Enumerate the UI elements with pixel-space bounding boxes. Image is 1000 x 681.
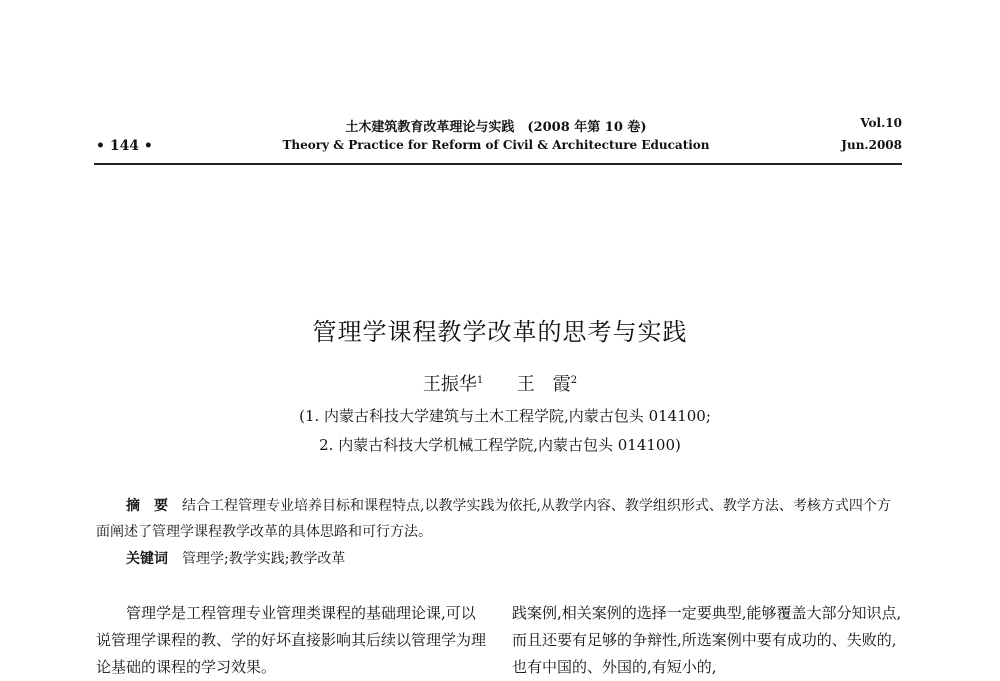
volume-label: Vol.10 (860, 116, 902, 130)
running-header (96, 108, 902, 164)
author-1-sup: 1 (476, 375, 484, 386)
body-column-right (512, 600, 902, 681)
author-2-sup: 2 (570, 375, 578, 386)
author-line (0, 370, 1000, 396)
author-2: 王 霞 (516, 374, 571, 395)
header-rule (94, 163, 902, 165)
body-column-left (96, 600, 486, 681)
keywords-text: 管理学;教学实践;教学改革 (182, 551, 346, 567)
issue-date: Jun.2008 (841, 138, 902, 152)
abstract-label: 摘 要 (126, 498, 168, 514)
article-title: 管理学课程教学改革的思考与实践 (312, 318, 688, 346)
abstract (96, 493, 902, 545)
keywords-label: 关键词 (126, 551, 168, 567)
abstract-text: 结合工程管理专业培养目标和课程特点,以教学实践为依托,从教学内容、教学组织形式、教学方法、考核方式四个方面阐述了管理学课程教学改革的具体思路和可行方法。 (96, 498, 891, 540)
body-paragraph: 践案例,相关案例的选择一定要典型,能够覆盖大部分知识点,而且还要有足够的争辩性,所选案例中要有成功的、失败的,也有中国的、外国的,有短小的, (512, 604, 902, 676)
keywords (126, 548, 345, 568)
affiliation-2: 2. 内蒙古科技大学机械工程学院,内蒙古包头 014100) (319, 436, 681, 454)
journal-title-cn: 土木建筑教育改革理论与实践 (2008 年第 10 卷) (345, 120, 647, 135)
page-number: • 144 • (96, 138, 153, 154)
body-paragraph: 管理学是工程管理专业管理类课程的基础理论课,可以说管理学课程的教、学的好坏直接影响其后续以管理学为理论基础的课程的学习效果。 (96, 604, 487, 676)
affiliation-1: (1. 内蒙古科技大学建筑与土木工程学院,内蒙古包头 014100; (299, 407, 711, 425)
author-1: 王振华 (422, 374, 477, 395)
journal-title-en: Theory & Practice for Reform of Civil & Architecture Education (282, 138, 710, 152)
